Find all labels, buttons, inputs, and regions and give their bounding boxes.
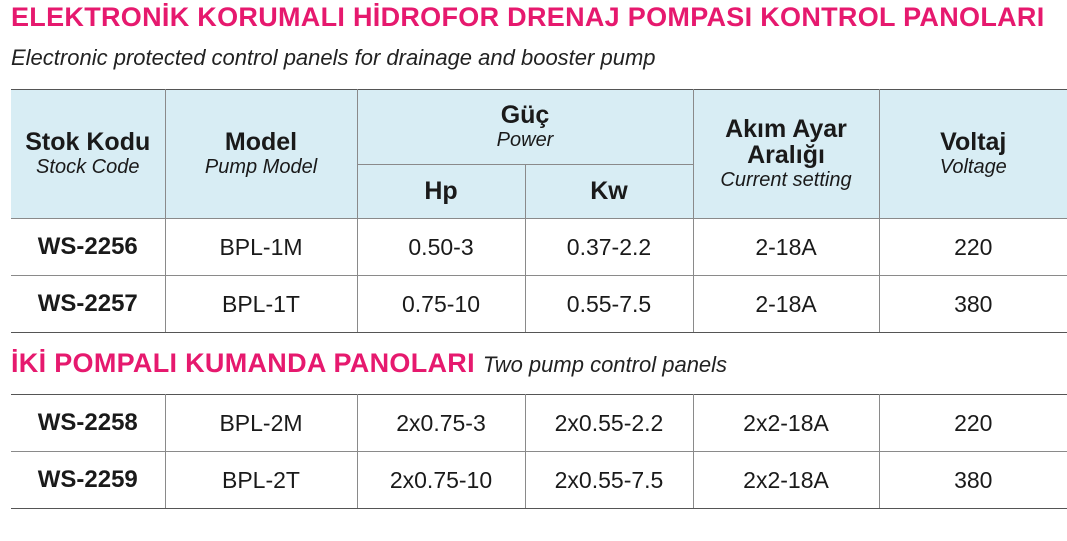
stock-code-cell: WS-2258 [11, 395, 165, 452]
table-row [11, 219, 1067, 276]
current-cell: 2x2-18A [693, 395, 879, 452]
header-power: Güç Power [357, 90, 693, 165]
table-row [11, 452, 1067, 509]
stock-code-cell: WS-2256 [11, 219, 165, 276]
kw-cell: 2x0.55-2.2 [525, 395, 693, 452]
header-voltage: Voltaj Voltage [879, 90, 1067, 219]
table-row [11, 276, 1067, 333]
model-cell: BPL-2T [165, 452, 357, 509]
page-title: ELEKTRONİK KORUMALI HİDROFOR DRENAJ POMPASI KONTROL PANOLARI [11, 2, 1045, 32]
kw-cell: 2x0.55-7.5 [525, 452, 693, 509]
header-stock-code: Stok Kodu Stock Code [11, 90, 165, 219]
stock-code-cell: WS-2257 [11, 276, 165, 333]
voltage-cell: 220 [879, 395, 1067, 452]
voltage-cell: 380 [879, 452, 1067, 509]
kw-cell: 0.37-2.2 [525, 219, 693, 276]
current-cell: 2-18A [693, 219, 879, 276]
model-cell: BPL-1T [165, 276, 357, 333]
table-row [11, 395, 1067, 452]
hp-cell: 2x0.75-3 [357, 395, 525, 452]
product-table-two-pump [11, 394, 1067, 509]
section-subtitle: Two pump control panels [482, 352, 728, 377]
header-kw: Kw [525, 165, 693, 219]
stock-code-cell: WS-2259 [11, 452, 165, 509]
page-subtitle: Electronic protected control panels for drainage and booster pump [11, 45, 656, 70]
voltage-cell: 380 [879, 276, 1067, 333]
model-cell: BPL-1M [165, 219, 357, 276]
product-table-single [11, 89, 1067, 333]
hp-cell: 0.50-3 [357, 219, 525, 276]
voltage-cell: 220 [879, 219, 1067, 276]
current-cell: 2-18A [693, 276, 879, 333]
section-heading-two-pump [11, 348, 727, 379]
kw-cell: 0.55-7.5 [525, 276, 693, 333]
header-current-setting: Akım Ayar Aralığı Current setting [693, 90, 879, 219]
current-cell: 2x2-18A [693, 452, 879, 509]
hp-cell: 0.75-10 [357, 276, 525, 333]
header-hp: Hp [357, 165, 525, 219]
model-cell: BPL-2M [165, 395, 357, 452]
section-title: İKİ POMPALI KUMANDA PANOLARI [11, 348, 475, 378]
header-model: Model Pump Model [165, 90, 357, 219]
hp-cell: 2x0.75-10 [357, 452, 525, 509]
